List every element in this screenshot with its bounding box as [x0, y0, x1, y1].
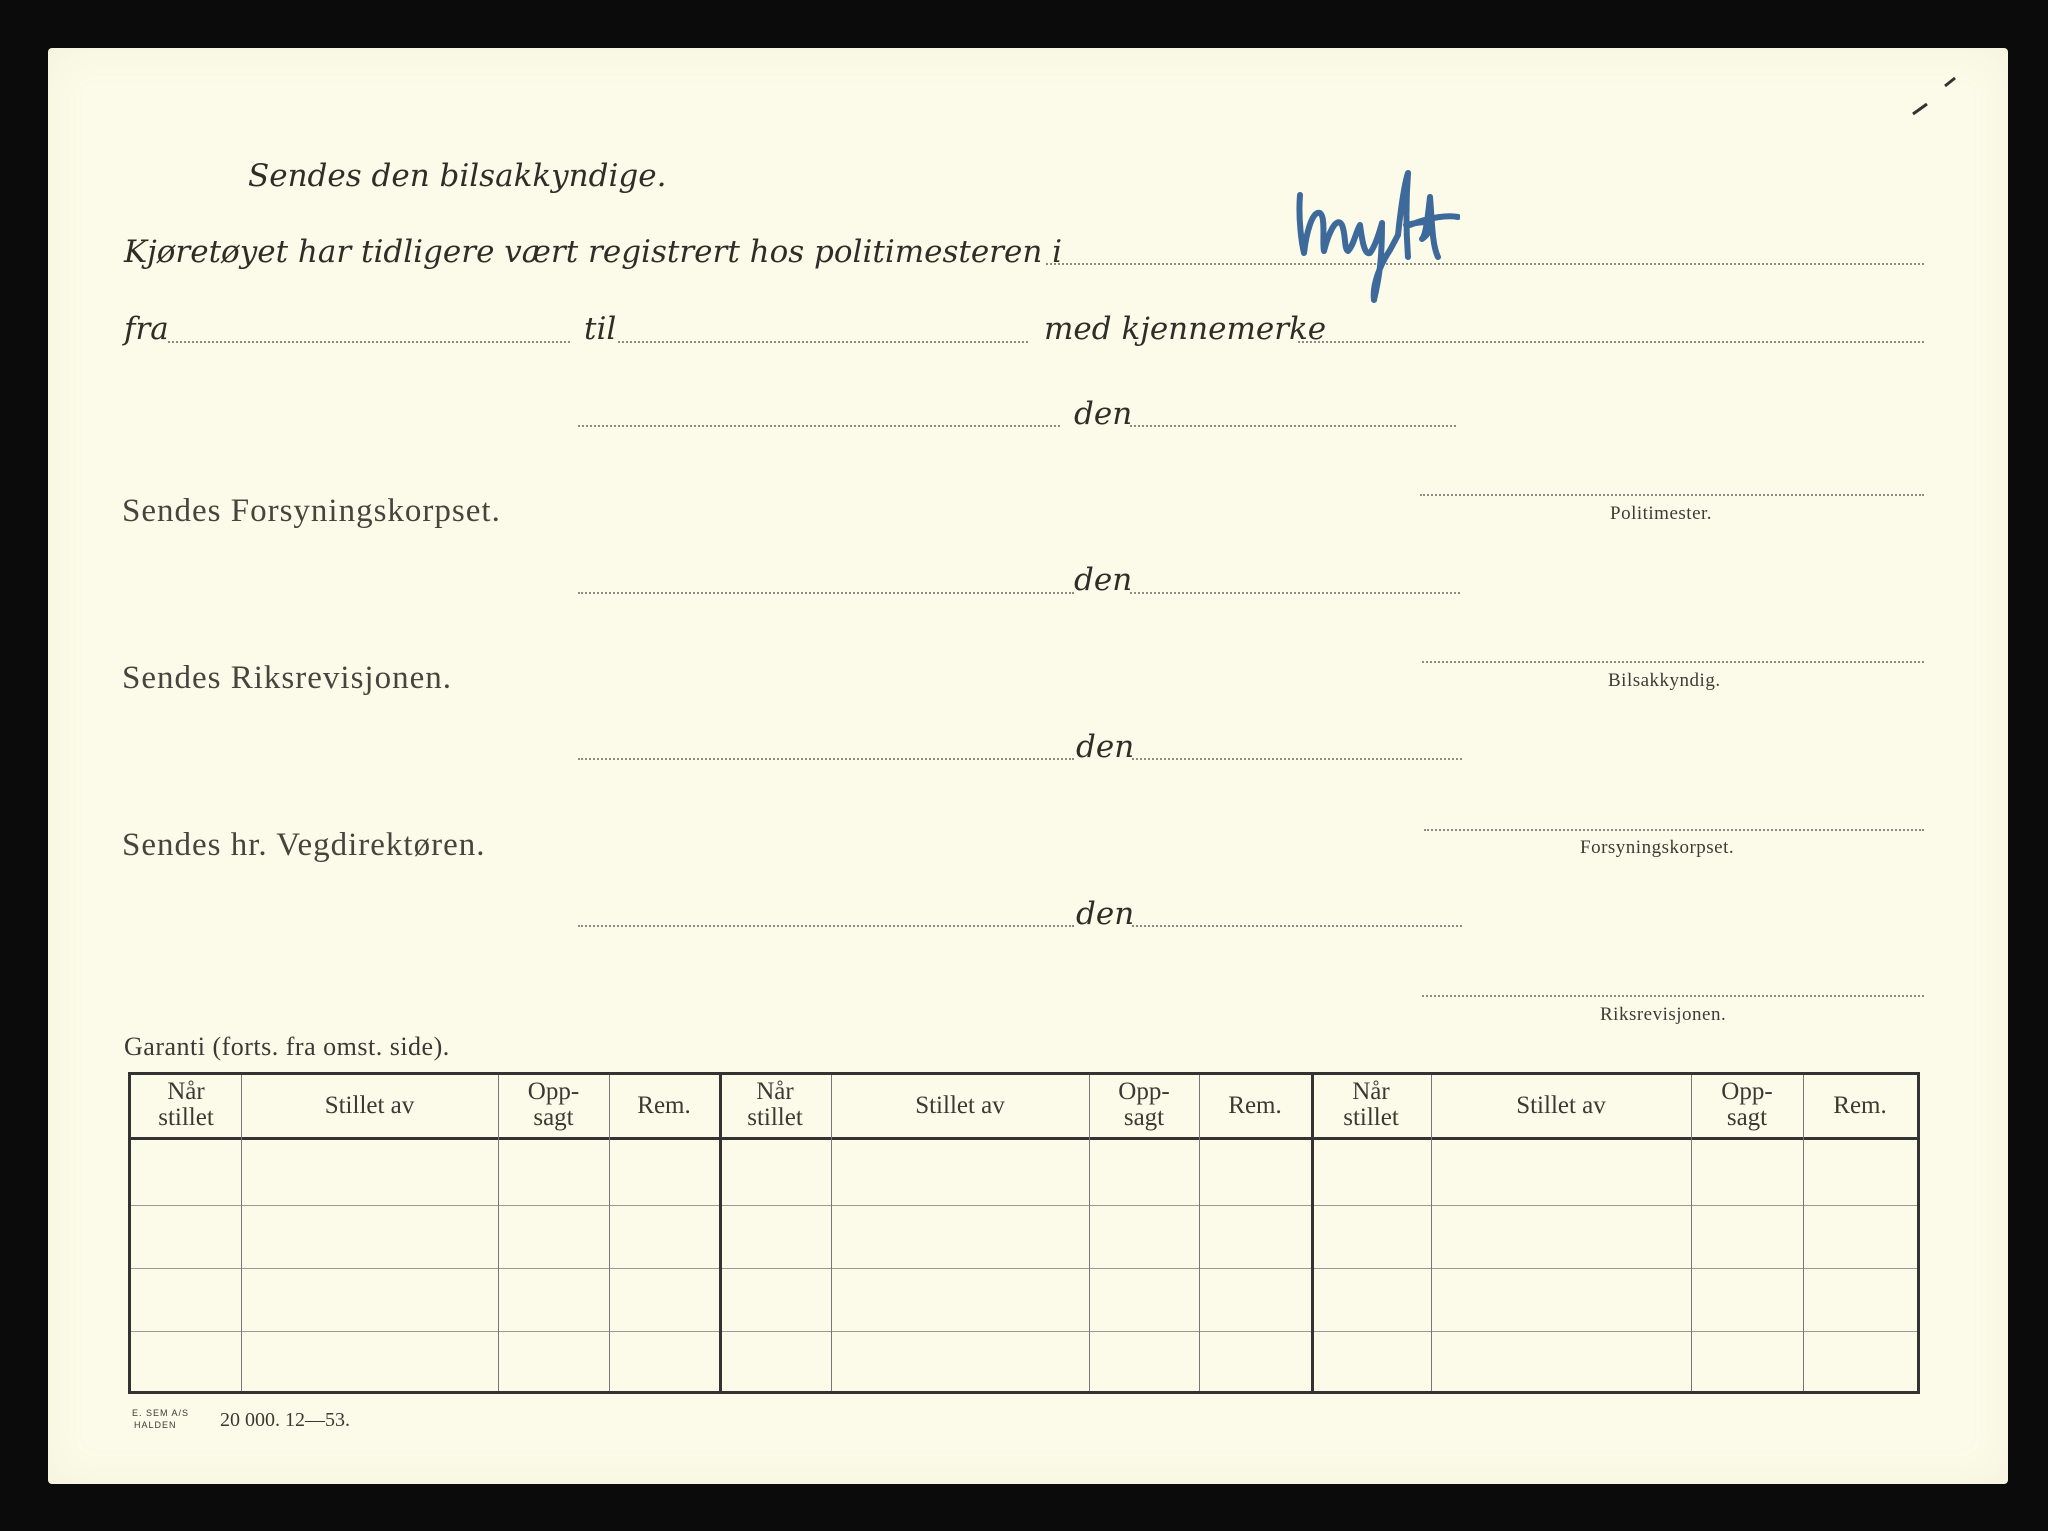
police-district-field[interactable] — [1046, 263, 1924, 265]
send-to-expert-line: Sendes den bilsakkyndige. — [248, 158, 667, 194]
place-field-1[interactable] — [578, 425, 1060, 427]
header-stillet-av: Stillet av — [915, 1092, 1005, 1119]
col-divider — [1431, 1075, 1432, 1391]
header-stillet-av: Stillet av — [1516, 1092, 1606, 1119]
place-field-2[interactable] — [578, 592, 1074, 594]
header-oppsagt: Opp- sagt — [1721, 1078, 1773, 1131]
kjennemerke-field[interactable] — [1298, 341, 1924, 343]
signature-caption-riksrevisjonen: Riksrevisjonen. — [1600, 1004, 1727, 1025]
date-field-2[interactable] — [1130, 592, 1460, 594]
den-label-1: den — [1074, 396, 1133, 432]
col-divider — [609, 1075, 610, 1391]
printer-city: HALDEN — [134, 1420, 177, 1430]
col-divider — [831, 1075, 832, 1391]
print-info: 20 000. 12—53. — [220, 1409, 350, 1431]
signature-line-forsyningskorpset[interactable] — [1424, 829, 1924, 831]
fra-label: fra — [124, 311, 169, 347]
table-row-line — [131, 1268, 1917, 1269]
col-divider — [1803, 1075, 1804, 1391]
date-field-4[interactable] — [1132, 925, 1462, 927]
til-field[interactable] — [618, 341, 1028, 343]
handwritten-mysk — [1290, 165, 1460, 315]
header-rem: Rem. — [637, 1092, 691, 1119]
guarantee-title: Garanti (forts. fra omst. side). — [124, 1032, 450, 1061]
fra-field[interactable] — [168, 341, 570, 343]
header-naar-stillet: Når stillet — [1343, 1078, 1399, 1131]
date-field-3[interactable] — [1132, 758, 1462, 760]
col-divider — [241, 1075, 242, 1391]
section-label-vegdirektoren: Sendes hr. Vegdirektøren. — [122, 827, 486, 863]
table-row-line — [131, 1205, 1917, 1206]
printer-name: E. SEM A/S — [132, 1408, 190, 1418]
corner-mark — [1905, 70, 1965, 120]
den-label-2: den — [1074, 562, 1133, 598]
header-naar-stillet: Når stillet — [747, 1078, 803, 1131]
section-label-riksrevisjonen: Sendes Riksrevisjonen. — [122, 660, 452, 696]
header-oppsagt: Opp- sagt — [1118, 1078, 1170, 1131]
guarantee-table — [128, 1072, 1920, 1394]
previous-registration-line: Kjøretøyet har tidligere vært registrert hos politimesteren i — [124, 234, 1063, 270]
signature-line-politimester[interactable] — [1420, 494, 1924, 496]
header-oppsagt: Opp- sagt — [527, 1078, 580, 1131]
date-field-1[interactable] — [1130, 425, 1456, 427]
signature-caption-forsyningskorpset: Forsyningskorpset. — [1580, 837, 1735, 858]
header-stillet-av: Stillet av — [324, 1092, 415, 1119]
place-field-4[interactable] — [578, 925, 1074, 927]
header-rem: Rem. — [1228, 1092, 1282, 1119]
signature-caption-politimester: Politimester. — [1610, 503, 1713, 524]
den-label-4: den — [1076, 896, 1135, 932]
signature-caption-bilsakkyndig: Bilsakkyndig. — [1608, 670, 1721, 691]
signature-line-riksrevisjonen[interactable] — [1422, 995, 1924, 997]
til-label: til — [584, 311, 617, 347]
kjennemerke-label: med kjennemerke — [1044, 311, 1327, 347]
header-naar-stillet: Når stillet — [158, 1078, 214, 1131]
place-field-3[interactable] — [578, 758, 1074, 760]
header-rem: Rem. — [1833, 1092, 1887, 1119]
den-label-3: den — [1076, 729, 1135, 765]
signature-line-bilsakkyndig[interactable] — [1422, 661, 1924, 663]
table-row-line — [131, 1331, 1917, 1332]
table-header-divider — [131, 1137, 1917, 1140]
section-label-forsyningskorpset: Sendes Forsyningskorpset. — [122, 493, 501, 529]
col-divider — [1199, 1075, 1200, 1391]
